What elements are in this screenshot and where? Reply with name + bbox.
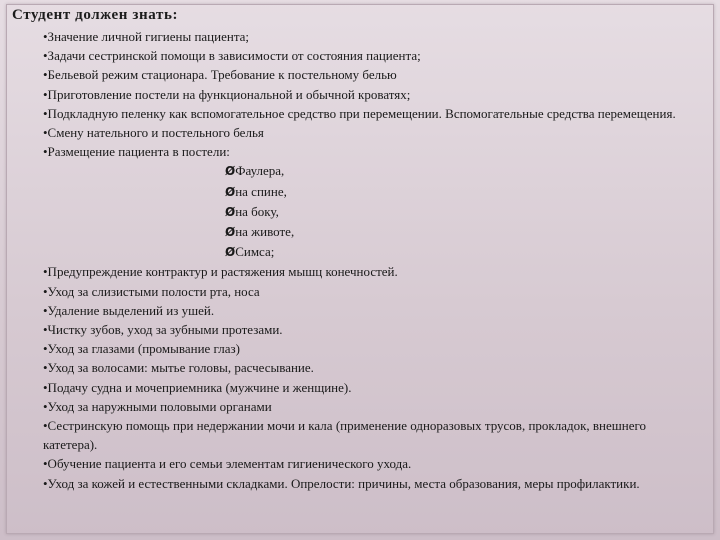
list-item: •Приготовление постели на функциональной и обычной кроватях; xyxy=(43,86,411,102)
list-item: •Подкладную пеленку как вспомогательное средство при перемещении. Вспомогательные средства перемещения. xyxy=(43,105,676,121)
position-label: на животе, xyxy=(235,224,295,240)
list-item: •Задачи сестринской помощи в зависимости от состояния пациента; xyxy=(43,48,421,64)
position-label: на спине, xyxy=(235,183,287,199)
content-body xyxy=(43,27,683,493)
list-item: •Размещение пациента в постели: xyxy=(43,144,230,160)
position-item xyxy=(43,222,683,242)
list-item: •Чистку зубов, уход за зубными протезами. xyxy=(43,322,283,338)
list-item: •Уход за глазами (промывание глаз) xyxy=(43,341,240,357)
position-label: Симса; xyxy=(235,244,275,260)
position-item xyxy=(43,202,683,222)
list-item: •Обучение пациента и его семьи элементам гигиенического ухода. xyxy=(43,456,412,472)
position-label: на боку, xyxy=(235,203,279,219)
list-item: •Уход за волосами: мытье головы, расчесывание. xyxy=(43,360,314,376)
list-item: •Смену нательного и постельного белья xyxy=(43,125,264,141)
list-item: •Уход за слизистыми полости рта, носа xyxy=(43,283,260,299)
list-item: •Бельевой режим стационара. Требование к постельному белью xyxy=(43,67,397,83)
slide-title: Студент должен знать: xyxy=(12,7,179,23)
position-item xyxy=(43,161,683,181)
arrow-icon: Ø xyxy=(225,204,236,219)
arrow-icon: Ø xyxy=(225,245,236,260)
list-item: •Предупреждение контрактур и растяжения мышц конечностей. xyxy=(43,264,398,280)
list-item: •Подачу судна и мочеприемника (мужчине и женщине). xyxy=(43,379,352,395)
arrow-icon: Ø xyxy=(225,184,236,199)
position-item xyxy=(43,182,683,202)
list-item: •Сестринскую помощь при недержании мочи и кала (применение одноразовых трусов, прокладок, внешнего катетера). xyxy=(43,418,647,453)
arrow-icon: Ø xyxy=(225,164,236,179)
position-item xyxy=(43,242,683,262)
list-item: •Удаление выделений из ушей. xyxy=(43,302,215,318)
list-item: •Уход за наружными половыми органами xyxy=(43,398,272,414)
arrow-icon: Ø xyxy=(225,225,236,240)
position-label: Фаулера, xyxy=(235,163,285,179)
list-item: •Значение личной гигиены пациента; xyxy=(43,29,250,44)
list-item: •Уход за кожей и естественными складками. Опрелости: причины, места образования, меры профилактики. xyxy=(43,475,640,491)
